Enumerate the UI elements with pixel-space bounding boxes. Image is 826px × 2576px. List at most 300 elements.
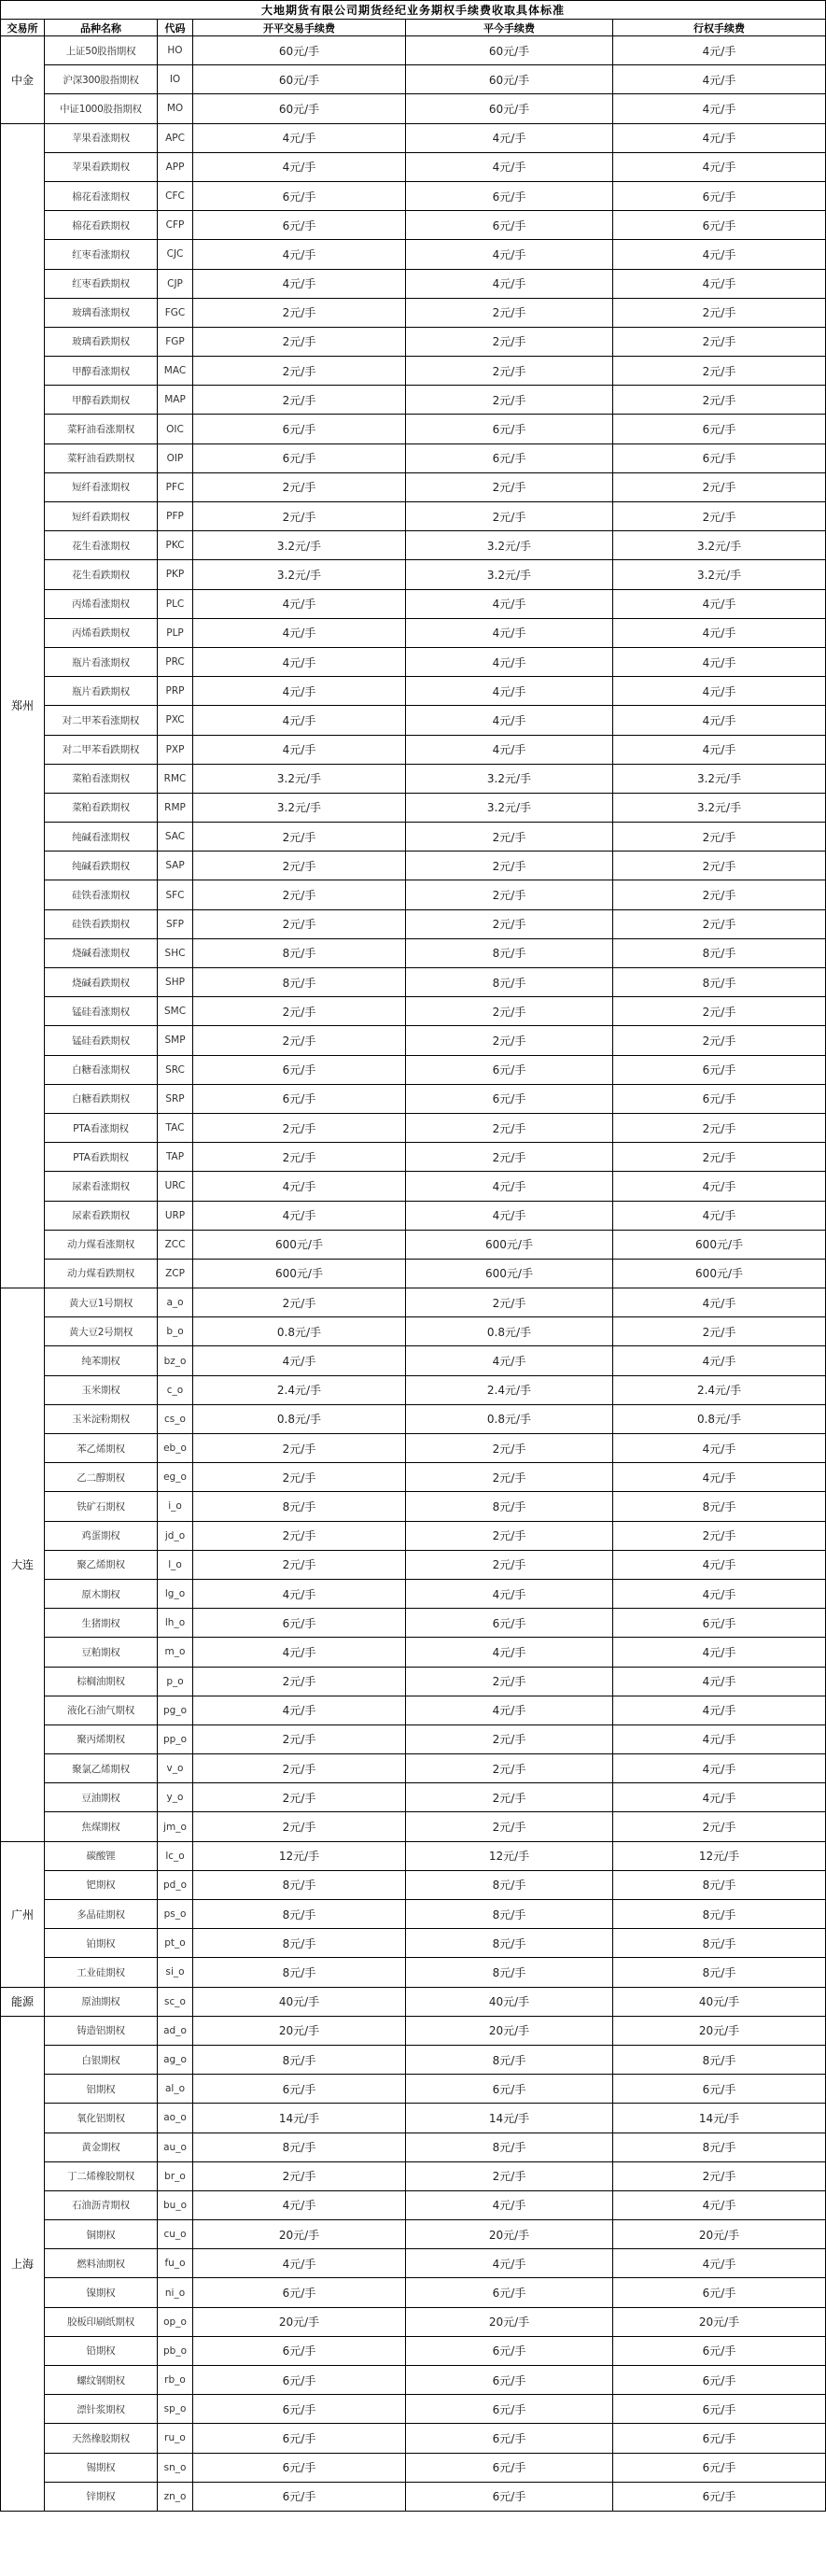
- close-today-fee-cell: 0.8元/手: [406, 1317, 613, 1346]
- code-cell: ag_o: [158, 2045, 193, 2074]
- code-cell: CJP: [158, 269, 193, 298]
- product-name-cell: 上证50股指期权: [45, 36, 158, 65]
- product-name-cell: 铝期权: [45, 2075, 158, 2104]
- exercise-fee-cell: 4元/手: [613, 36, 826, 65]
- product-name-cell: 聚乙烯期权: [45, 1550, 158, 1579]
- product-name-cell: 玉米淀粉期权: [45, 1404, 158, 1433]
- product-name-cell: 对二甲苯看跌期权: [45, 735, 158, 764]
- product-name-cell: 铂期权: [45, 1929, 158, 1958]
- open-close-fee-cell: 4元/手: [193, 706, 406, 735]
- table-row: [1, 1550, 826, 1579]
- exercise-fee-cell: 4元/手: [613, 123, 826, 152]
- table-row: [1, 94, 826, 123]
- table-row: [1, 1463, 826, 1492]
- close-today-fee-cell: 60元/手: [406, 65, 613, 94]
- close-today-fee-cell: 8元/手: [406, 1870, 613, 1899]
- close-today-fee-cell: 20元/手: [406, 2220, 613, 2249]
- code-cell: PRP: [158, 677, 193, 706]
- code-cell: APC: [158, 123, 193, 152]
- product-name-cell: PTA看跌期权: [45, 1143, 158, 1172]
- open-close-fee-cell: 2元/手: [193, 502, 406, 531]
- exercise-fee-cell: 4元/手: [613, 706, 826, 735]
- table-row: [1, 735, 826, 764]
- table-row: [1, 1609, 826, 1638]
- product-name-cell: 纯苯期权: [45, 1346, 158, 1375]
- open-close-fee-cell: 2元/手: [193, 880, 406, 909]
- table-row: [1, 1172, 826, 1201]
- product-name-cell: 石油沥青期权: [45, 2190, 158, 2219]
- table-row: [1, 2249, 826, 2278]
- table-row: [1, 1579, 826, 1608]
- code-cell: lh_o: [158, 1609, 193, 1638]
- open-close-fee-cell: 4元/手: [193, 1201, 406, 1230]
- open-close-fee-cell: 2元/手: [193, 1521, 406, 1550]
- code-cell: l_o: [158, 1550, 193, 1579]
- table-row: [1, 357, 826, 386]
- open-close-fee-cell: 8元/手: [193, 938, 406, 967]
- open-close-fee-cell: 6元/手: [193, 2075, 406, 2104]
- code-cell: PXP: [158, 735, 193, 764]
- close-today-fee-cell: 6元/手: [406, 2424, 613, 2453]
- code-cell: bz_o: [158, 1346, 193, 1375]
- close-today-fee-cell: 4元/手: [406, 1346, 613, 1375]
- code-cell: URP: [158, 1201, 193, 1230]
- product-name-cell: 聚丙烯期权: [45, 1724, 158, 1753]
- open-close-fee-cell: 2元/手: [193, 1724, 406, 1753]
- close-today-fee-cell: 2元/手: [406, 1463, 613, 1492]
- exercise-fee-cell: 0.8元/手: [613, 1404, 826, 1433]
- exercise-fee-cell: 6元/手: [613, 1609, 826, 1638]
- product-name-cell: 锡期权: [45, 2453, 158, 2482]
- product-name-cell: 沪深300股指期权: [45, 65, 158, 94]
- exercise-fee-cell: 8元/手: [613, 1900, 826, 1929]
- code-cell: ao_o: [158, 2104, 193, 2133]
- code-cell: rb_o: [158, 2366, 193, 2395]
- open-close-fee-cell: 6元/手: [193, 181, 406, 210]
- exercise-fee-cell: 6元/手: [613, 415, 826, 443]
- exercise-fee-cell: 4元/手: [613, 1201, 826, 1230]
- header-code: 代码: [158, 20, 193, 36]
- exercise-fee-cell: 2元/手: [613, 997, 826, 1026]
- open-close-fee-cell: 6元/手: [193, 2278, 406, 2307]
- table-row: [1, 1201, 826, 1230]
- product-name-cell: 氧化铝期权: [45, 2104, 158, 2133]
- exercise-fee-cell: 14元/手: [613, 2104, 826, 2133]
- open-close-fee-cell: 4元/手: [193, 735, 406, 764]
- table-row: [1, 472, 826, 501]
- open-close-fee-cell: 4元/手: [193, 1638, 406, 1667]
- exercise-fee-cell: 20元/手: [613, 2307, 826, 2336]
- close-today-fee-cell: 8元/手: [406, 968, 613, 997]
- exercise-fee-cell: 4元/手: [613, 589, 826, 618]
- table-row: [1, 327, 826, 356]
- code-cell: CFC: [158, 181, 193, 210]
- code-cell: sc_o: [158, 1987, 193, 2016]
- table-row: [1, 1929, 826, 1958]
- open-close-fee-cell: 2元/手: [193, 1550, 406, 1579]
- product-name-cell: 豆粕期权: [45, 1638, 158, 1667]
- product-name-cell: 丙烯看涨期权: [45, 589, 158, 618]
- code-cell: op_o: [158, 2307, 193, 2336]
- code-cell: FGC: [158, 298, 193, 327]
- exercise-fee-cell: 2.4元/手: [613, 1375, 826, 1404]
- code-cell: OIC: [158, 415, 193, 443]
- product-name-cell: 焦煤期权: [45, 1812, 158, 1841]
- table-row: [1, 1667, 826, 1696]
- table-row: [1, 706, 826, 735]
- product-name-cell: 苯乙烯期权: [45, 1434, 158, 1463]
- open-close-fee-cell: 40元/手: [193, 1987, 406, 2016]
- product-name-cell: 棉花看涨期权: [45, 181, 158, 210]
- close-today-fee-cell: 2元/手: [406, 1783, 613, 1812]
- exercise-fee-cell: 6元/手: [613, 2482, 826, 2511]
- close-today-fee-cell: 6元/手: [406, 415, 613, 443]
- product-name-cell: 碳酸锂: [45, 1841, 158, 1870]
- exchange-cell: 大连: [1, 1288, 45, 1842]
- open-close-fee-cell: 2元/手: [193, 909, 406, 938]
- table-row: [1, 2016, 826, 2045]
- product-name-cell: 棕榈油期权: [45, 1667, 158, 1696]
- exercise-fee-cell: 4元/手: [613, 1696, 826, 1724]
- exercise-fee-cell: 600元/手: [613, 1259, 826, 1288]
- table-row: [1, 1259, 826, 1288]
- exercise-fee-cell: 2元/手: [613, 1317, 826, 1346]
- open-close-fee-cell: 600元/手: [193, 1259, 406, 1288]
- close-today-fee-cell: 2元/手: [406, 1754, 613, 1783]
- close-today-fee-cell: 2元/手: [406, 852, 613, 880]
- table-row: [1, 152, 826, 181]
- open-close-fee-cell: 6元/手: [193, 1609, 406, 1638]
- exercise-fee-cell: 6元/手: [613, 443, 826, 472]
- code-cell: MAP: [158, 386, 193, 415]
- exercise-fee-cell: 2元/手: [613, 1026, 826, 1055]
- code-cell: pb_o: [158, 2336, 193, 2365]
- open-close-fee-cell: 2元/手: [193, 1754, 406, 1783]
- product-name-cell: 鸡蛋期权: [45, 1521, 158, 1550]
- product-name-cell: 对二甲苯看涨期权: [45, 706, 158, 735]
- table-row: [1, 2075, 826, 2104]
- open-close-fee-cell: 4元/手: [193, 677, 406, 706]
- open-close-fee-cell: 3.2元/手: [193, 560, 406, 589]
- close-today-fee-cell: 6元/手: [406, 181, 613, 210]
- close-today-fee-cell: 4元/手: [406, 735, 613, 764]
- open-close-fee-cell: 600元/手: [193, 1230, 406, 1259]
- close-today-fee-cell: 8元/手: [406, 1492, 613, 1521]
- code-cell: PKC: [158, 531, 193, 560]
- close-today-fee-cell: 60元/手: [406, 36, 613, 65]
- header-exercise-fee: 行权手续费: [613, 20, 826, 36]
- code-cell: TAP: [158, 1143, 193, 1172]
- close-today-fee-cell: 2元/手: [406, 997, 613, 1026]
- product-name-cell: 液化石油气期权: [45, 1696, 158, 1724]
- product-name-cell: 棉花看跌期权: [45, 211, 158, 240]
- open-close-fee-cell: 8元/手: [193, 2133, 406, 2161]
- table-row: [1, 2045, 826, 2074]
- product-name-cell: 甲醇看跌期权: [45, 386, 158, 415]
- product-name-cell: 玻璃看跌期权: [45, 327, 158, 356]
- code-cell: al_o: [158, 2075, 193, 2104]
- code-cell: c_o: [158, 1375, 193, 1404]
- product-name-cell: 菜粕看跌期权: [45, 793, 158, 822]
- exercise-fee-cell: 20元/手: [613, 2016, 826, 2045]
- product-name-cell: 钯期权: [45, 1870, 158, 1899]
- open-close-fee-cell: 8元/手: [193, 1958, 406, 1987]
- code-cell: ni_o: [158, 2278, 193, 2307]
- table-row: [1, 386, 826, 415]
- table-row: [1, 2104, 826, 2133]
- open-close-fee-cell: 4元/手: [193, 240, 406, 269]
- close-today-fee-cell: 2.4元/手: [406, 1375, 613, 1404]
- exercise-fee-cell: 8元/手: [613, 1492, 826, 1521]
- product-name-cell: 丁二烯橡胶期权: [45, 2161, 158, 2190]
- close-today-fee-cell: 2元/手: [406, 1026, 613, 1055]
- table-row: [1, 1113, 826, 1142]
- open-close-fee-cell: 2元/手: [193, 1026, 406, 1055]
- open-close-fee-cell: 4元/手: [193, 1172, 406, 1201]
- code-cell: RMP: [158, 793, 193, 822]
- open-close-fee-cell: 3.2元/手: [193, 764, 406, 793]
- table-row: [1, 298, 826, 327]
- close-today-fee-cell: 2元/手: [406, 823, 613, 852]
- code-cell: SHP: [158, 968, 193, 997]
- close-today-fee-cell: 6元/手: [406, 2482, 613, 2511]
- table-row: [1, 123, 826, 152]
- exercise-fee-cell: 2元/手: [613, 823, 826, 852]
- close-today-fee-cell: 6元/手: [406, 443, 613, 472]
- product-name-cell: 短纤看跌期权: [45, 502, 158, 531]
- close-today-fee-cell: 2元/手: [406, 502, 613, 531]
- table-row: [1, 531, 826, 560]
- code-cell: jd_o: [158, 1521, 193, 1550]
- code-cell: PFP: [158, 502, 193, 531]
- product-name-cell: 聚氯乙烯期权: [45, 1754, 158, 1783]
- product-name-cell: 铜期权: [45, 2220, 158, 2249]
- exercise-fee-cell: 6元/手: [613, 2336, 826, 2365]
- product-name-cell: 红枣看涨期权: [45, 240, 158, 269]
- close-today-fee-cell: 4元/手: [406, 1172, 613, 1201]
- header-close-today-fee: 平今手续费: [406, 20, 613, 36]
- code-cell: si_o: [158, 1958, 193, 1987]
- close-today-fee-cell: 6元/手: [406, 1084, 613, 1113]
- close-today-fee-cell: 20元/手: [406, 2307, 613, 2336]
- product-name-cell: 白糖看跌期权: [45, 1084, 158, 1113]
- product-name-cell: 铅期权: [45, 2336, 158, 2365]
- exercise-fee-cell: 8元/手: [613, 1870, 826, 1899]
- product-name-cell: 原油期权: [45, 1987, 158, 2016]
- code-cell: br_o: [158, 2161, 193, 2190]
- product-name-cell: 乙二醇期权: [45, 1463, 158, 1492]
- product-name-cell: 原木期权: [45, 1579, 158, 1608]
- open-close-fee-cell: 2元/手: [193, 997, 406, 1026]
- close-today-fee-cell: 2元/手: [406, 298, 613, 327]
- table-row: [1, 502, 826, 531]
- close-today-fee-cell: 3.2元/手: [406, 531, 613, 560]
- code-cell: SAP: [158, 852, 193, 880]
- open-close-fee-cell: 6元/手: [193, 1055, 406, 1084]
- close-today-fee-cell: 6元/手: [406, 211, 613, 240]
- code-cell: y_o: [158, 1783, 193, 1812]
- exercise-fee-cell: 2元/手: [613, 1521, 826, 1550]
- product-name-cell: 白糖看涨期权: [45, 1055, 158, 1084]
- product-name-cell: 动力煤看涨期权: [45, 1230, 158, 1259]
- code-cell: p_o: [158, 1667, 193, 1696]
- table-row: [1, 2336, 826, 2365]
- table-row: [1, 2220, 826, 2249]
- code-cell: SFC: [158, 880, 193, 909]
- code-cell: sn_o: [158, 2453, 193, 2482]
- exercise-fee-cell: 8元/手: [613, 2133, 826, 2161]
- open-close-fee-cell: 2元/手: [193, 1288, 406, 1317]
- open-close-fee-cell: 4元/手: [193, 269, 406, 298]
- open-close-fee-cell: 2元/手: [193, 823, 406, 852]
- close-today-fee-cell: 2元/手: [406, 1667, 613, 1696]
- code-cell: IO: [158, 65, 193, 94]
- code-cell: fu_o: [158, 2249, 193, 2278]
- table-row: [1, 2190, 826, 2219]
- open-close-fee-cell: 2元/手: [193, 386, 406, 415]
- close-today-fee-cell: 0.8元/手: [406, 1404, 613, 1433]
- open-close-fee-cell: 2元/手: [193, 472, 406, 501]
- code-cell: PXC: [158, 706, 193, 735]
- code-cell: TAC: [158, 1113, 193, 1142]
- exercise-fee-cell: 6元/手: [613, 1055, 826, 1084]
- open-close-fee-cell: 2元/手: [193, 852, 406, 880]
- open-close-fee-cell: 6元/手: [193, 211, 406, 240]
- exercise-fee-cell: 2元/手: [613, 1812, 826, 1841]
- table-row: [1, 1900, 826, 1929]
- table-row: [1, 1958, 826, 1987]
- open-close-fee-cell: 6元/手: [193, 1084, 406, 1113]
- close-today-fee-cell: 60元/手: [406, 94, 613, 123]
- exercise-fee-cell: 6元/手: [613, 2366, 826, 2395]
- table-row: [1, 181, 826, 210]
- close-today-fee-cell: 4元/手: [406, 647, 613, 676]
- open-close-fee-cell: 60元/手: [193, 65, 406, 94]
- product-name-cell: 锰硅看跌期权: [45, 1026, 158, 1055]
- table-row: [1, 1230, 826, 1259]
- product-name-cell: PTA看涨期权: [45, 1113, 158, 1142]
- exercise-fee-cell: 4元/手: [613, 677, 826, 706]
- close-today-fee-cell: 4元/手: [406, 1201, 613, 1230]
- code-cell: PLC: [158, 589, 193, 618]
- code-cell: SRC: [158, 1055, 193, 1084]
- close-today-fee-cell: 4元/手: [406, 1579, 613, 1608]
- table-row: [1, 1084, 826, 1113]
- open-close-fee-cell: 20元/手: [193, 2220, 406, 2249]
- open-close-fee-cell: 6元/手: [193, 2424, 406, 2453]
- code-cell: bu_o: [158, 2190, 193, 2219]
- open-close-fee-cell: 8元/手: [193, 2045, 406, 2074]
- exercise-fee-cell: 4元/手: [613, 647, 826, 676]
- open-close-fee-cell: 20元/手: [193, 2307, 406, 2336]
- open-close-fee-cell: 3.2元/手: [193, 793, 406, 822]
- open-close-fee-cell: 4元/手: [193, 2249, 406, 2278]
- close-today-fee-cell: 4元/手: [406, 152, 613, 181]
- product-name-cell: 玉米期权: [45, 1375, 158, 1404]
- exercise-fee-cell: 4元/手: [613, 2249, 826, 2278]
- table-row: [1, 560, 826, 589]
- open-close-fee-cell: 4元/手: [193, 1346, 406, 1375]
- code-cell: CFP: [158, 211, 193, 240]
- product-name-cell: 多晶硅期权: [45, 1900, 158, 1929]
- close-today-fee-cell: 2元/手: [406, 1434, 613, 1463]
- table-row: [1, 1696, 826, 1724]
- code-cell: SHC: [158, 938, 193, 967]
- product-name-cell: 菜籽油看涨期权: [45, 415, 158, 443]
- product-name-cell: 硅铁看跌期权: [45, 909, 158, 938]
- open-close-fee-cell: 6元/手: [193, 2482, 406, 2511]
- open-close-fee-cell: 2.4元/手: [193, 1375, 406, 1404]
- close-today-fee-cell: 2元/手: [406, 2161, 613, 2190]
- exchange-cell: 广州: [1, 1841, 45, 1987]
- exercise-fee-cell: 4元/手: [613, 94, 826, 123]
- product-name-cell: 纯碱看跌期权: [45, 852, 158, 880]
- exercise-fee-cell: 2元/手: [613, 472, 826, 501]
- open-close-fee-cell: 20元/手: [193, 2016, 406, 2045]
- exercise-fee-cell: 4元/手: [613, 1172, 826, 1201]
- open-close-fee-cell: 2元/手: [193, 1434, 406, 1463]
- code-cell: v_o: [158, 1754, 193, 1783]
- open-close-fee-cell: 4元/手: [193, 1696, 406, 1724]
- code-cell: APP: [158, 152, 193, 181]
- open-close-fee-cell: 4元/手: [193, 123, 406, 152]
- close-today-fee-cell: 6元/手: [406, 1055, 613, 1084]
- code-cell: SMP: [158, 1026, 193, 1055]
- close-today-fee-cell: 4元/手: [406, 618, 613, 647]
- close-today-fee-cell: 2元/手: [406, 1724, 613, 1753]
- exercise-fee-cell: 2元/手: [613, 1143, 826, 1172]
- open-close-fee-cell: 6元/手: [193, 2366, 406, 2395]
- product-name-cell: 生猪期权: [45, 1609, 158, 1638]
- code-cell: FGP: [158, 327, 193, 356]
- code-cell: HO: [158, 36, 193, 65]
- table-row: [1, 1841, 826, 1870]
- code-cell: SAC: [158, 823, 193, 852]
- code-cell: zn_o: [158, 2482, 193, 2511]
- exercise-fee-cell: 40元/手: [613, 1987, 826, 2016]
- code-cell: i_o: [158, 1492, 193, 1521]
- exercise-fee-cell: 4元/手: [613, 1783, 826, 1812]
- product-name-cell: 黄大豆2号期权: [45, 1317, 158, 1346]
- code-cell: au_o: [158, 2133, 193, 2161]
- close-today-fee-cell: 2元/手: [406, 357, 613, 386]
- open-close-fee-cell: 6元/手: [193, 2395, 406, 2424]
- exercise-fee-cell: 4元/手: [613, 1346, 826, 1375]
- exercise-fee-cell: 2元/手: [613, 2161, 826, 2190]
- open-close-fee-cell: 8元/手: [193, 1492, 406, 1521]
- table-row: [1, 997, 826, 1026]
- product-name-cell: 尿素看跌期权: [45, 1201, 158, 1230]
- code-cell: SRP: [158, 1084, 193, 1113]
- code-cell: MO: [158, 94, 193, 123]
- open-close-fee-cell: 2元/手: [193, 357, 406, 386]
- exercise-fee-cell: 8元/手: [613, 1929, 826, 1958]
- close-today-fee-cell: 4元/手: [406, 1696, 613, 1724]
- product-name-cell: 黄金期权: [45, 2133, 158, 2161]
- exchange-cell: 中金: [1, 36, 45, 124]
- exercise-fee-cell: 4元/手: [613, 1288, 826, 1317]
- header-row: [1, 20, 826, 36]
- close-today-fee-cell: 6元/手: [406, 2366, 613, 2395]
- product-name-cell: 胶板印刷纸期权: [45, 2307, 158, 2336]
- open-close-fee-cell: 8元/手: [193, 1929, 406, 1958]
- table-row: [1, 1521, 826, 1550]
- table-row: [1, 1143, 826, 1172]
- close-today-fee-cell: 6元/手: [406, 2453, 613, 2482]
- product-name-cell: 烧碱看跌期权: [45, 968, 158, 997]
- table-row: [1, 1288, 826, 1317]
- header-product: 品种名称: [45, 20, 158, 36]
